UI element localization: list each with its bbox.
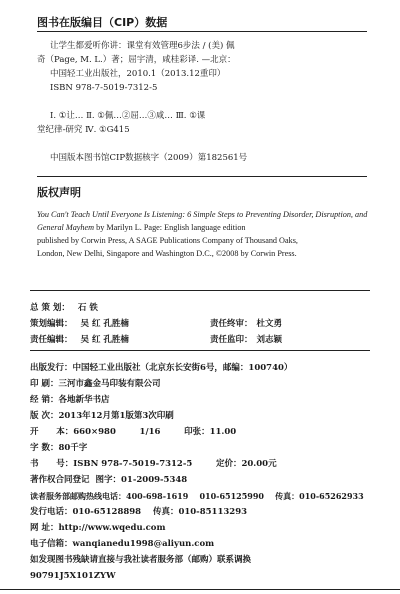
- pub-value: 010-65128898 传真：010-85113293: [72, 507, 248, 517]
- staff-label: 责任终审：: [210, 319, 253, 329]
- cip-rule: [37, 31, 367, 32]
- cip-line-3: 中国轻工业出版社，2010.1（2013.12重印）: [50, 69, 226, 79]
- pub-row: [30, 506, 247, 518]
- pub-label: 开 本：: [30, 427, 74, 437]
- copyright-line-2: published by Corwin Press, A SAGE Publications Company of Thousand Oaks,: [37, 236, 298, 245]
- pub-value: ISBN 978-7-5019-7312-5 定价：20.00元: [73, 459, 277, 469]
- pub-label: 网 址：: [30, 523, 59, 533]
- cip-class-line-2: 堂纪律-研究 Ⅳ. ①G415: [37, 125, 130, 135]
- cip-line-1: 让学生都爱听你讲：课堂有效管理6步法 / (美) 佩: [50, 41, 235, 51]
- pub-row: [30, 474, 187, 486]
- pub-label: 书 号：: [30, 459, 74, 469]
- pub-value: 三河市鑫金马印装有限公司: [58, 379, 161, 389]
- staff-label: 总 策 划：: [30, 303, 70, 313]
- cip-class-line-1: Ⅰ. ①让… Ⅱ. ①佩…②屈…③咸… Ⅲ. ①课: [50, 111, 206, 121]
- pub-row: [30, 410, 174, 422]
- pub-row: [30, 554, 251, 566]
- staff-label: 责任监印：: [210, 335, 253, 345]
- pub-label: 电子信箱：: [30, 539, 73, 549]
- cip-line-2: 奇（Page, M. L.）著；屈宇清，咸桂彩译. —北京：: [37, 55, 236, 65]
- staff-label: 责任编辑：: [30, 335, 73, 345]
- bottom-rule: [0, 589, 400, 590]
- staff-rule: [30, 290, 370, 291]
- pub-value: 2013年12月第1版第3次印刷: [58, 411, 174, 421]
- pub-row: [30, 442, 87, 454]
- staff-row-3: [30, 334, 129, 346]
- pub-row: [30, 522, 165, 534]
- staff-row-2-right: [210, 318, 282, 330]
- staff-value: 石 铁: [77, 303, 98, 313]
- pub-value: 400-698-1619 010-65125990 传真：010-65262933: [126, 491, 364, 501]
- section-divider: [37, 176, 367, 177]
- pub-row: [30, 570, 116, 582]
- pub-value: wanqianedu1998@aliyun.com: [72, 539, 215, 549]
- publishing-rule: [30, 350, 370, 351]
- pub-label: 读者服务部邮购热线电话：: [30, 491, 126, 501]
- pub-value: http://www.wqedu.com: [58, 523, 166, 533]
- pub-label: 著作权合同登记: [30, 475, 90, 485]
- staff-value: 吴 红 孔胜楠: [80, 319, 129, 329]
- cip-number: 中国版本图书馆CIP数据核字（2009）第182561号: [50, 153, 248, 163]
- pub-label: 经 销：: [30, 395, 59, 405]
- pub-label: 出版发行：: [30, 363, 73, 373]
- staff-value: 刘志颖: [256, 335, 283, 345]
- copyright-line-1: by Marilyn L. Page: English language edition: [96, 223, 246, 232]
- pub-row: [30, 458, 277, 470]
- pub-label: 字 数：: [30, 443, 59, 453]
- pub-row: [30, 394, 109, 406]
- pub-row: [30, 538, 214, 550]
- cip-heading: 图书在版编目（CIP）数据: [37, 16, 168, 29]
- pub-label: 发行电话：: [30, 507, 73, 517]
- pub-value: 中国轻工业出版社（北京东长安街6号，邮编：100740）: [72, 363, 293, 373]
- copyright-statement: [37, 208, 369, 260]
- staff-row-3-right: [210, 334, 282, 346]
- copyright-line-3: London, New Delhi, Singapore and Washington D.C., ©2008 by Corwin Press.: [37, 249, 297, 258]
- pub-row: [30, 362, 292, 374]
- pub-row: [30, 378, 160, 390]
- pub-code: 90791J5X101ZYW: [30, 571, 116, 581]
- pub-row: [30, 490, 364, 502]
- staff-value: 吴 红 孔胜楠: [80, 335, 129, 345]
- staff-label: 策划编辑：: [30, 319, 73, 329]
- pub-notice: 如发现图书残缺请直接与我社读者服务部（邮购）联系调换: [30, 555, 252, 565]
- pub-value: 660×980 1/16 印张：11.00: [73, 427, 237, 437]
- pub-value: 80千字: [58, 443, 88, 453]
- pub-label: 版 次：: [30, 411, 59, 421]
- pub-value: 各地新华书店: [58, 395, 110, 405]
- cip-line-4: ISBN 978-7-5019-7312-5: [50, 83, 158, 93]
- pub-label: 印 刷：: [30, 379, 59, 389]
- pub-row: [30, 426, 236, 438]
- copyright-heading: 版权声明: [37, 186, 81, 199]
- staff-value: 杜文勇: [256, 319, 283, 329]
- pub-value: 图字：01-2009-5348: [95, 475, 188, 485]
- book-title-italic: You Can't Teach Until Everyone Is Listening: 6 Simple Steps to Preventing Disorder, Disruption, and General Mayhem: [37, 210, 368, 232]
- staff-row-1: [30, 302, 98, 314]
- staff-row-2: [30, 318, 129, 330]
